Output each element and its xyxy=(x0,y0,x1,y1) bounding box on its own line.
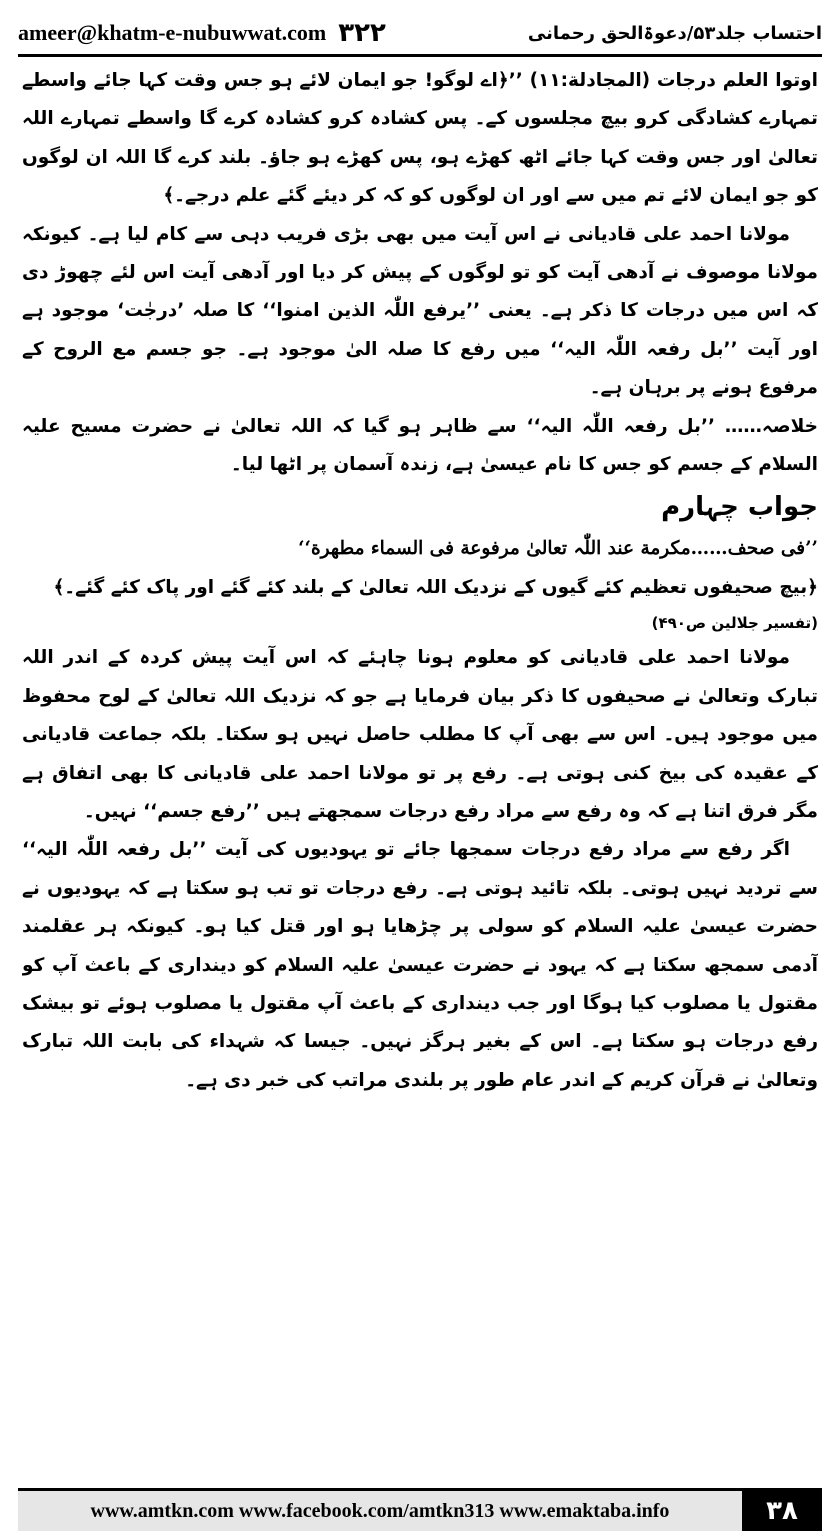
footer-links[interactable]: www.amtkn.com www.facebook.com/amtkn313 www.emaktaba.info xyxy=(18,1491,742,1531)
paragraph-1: اوتوا العلم درجات (المجادلة:۱۱) ’’﴿اے لوگو! جو ایمان لائے ہو جس وقت کہا جائے واسطے تمہارے کشادگی کرو بیچ مجلسوں کے۔ پس کشادہ کرو کشادہ کرے گا واسطے تمہارے اللہ تعالیٰ اور جس وقت کہا جائے اٹھ کھڑے ہو، پس کھڑے ہو جاؤ۔ بلند کرے گا اللہ ان لوگوں کو جو ایمان لائے تم میں سے اور ان لوگوں کو کہ کر دیئے گئے علم درجے۔﴾ xyxy=(22,70,818,207)
header-book-title: احتساب جلد۵۳/دعوۃالحق رحمانی xyxy=(527,22,822,44)
quote-urdu: ﴿بیچ صحیفوں تعظیم کئے گیوں کے نزدیک اللہ تعالیٰ کے بلند کئے گئے اور پاک کئے گئے۔﴾ xyxy=(53,576,818,598)
page-header xyxy=(18,16,822,57)
page-footer xyxy=(18,1488,822,1531)
footer-page-number: ۳۸ xyxy=(742,1491,822,1531)
paragraph-3: خلاصہ…… ’’بل رفعہ اللّٰہ الیہ‘‘ سے ظاہر ہو گیا کہ اللہ تعالیٰ نے حضرت مسیح علیہ السلام کے جسم کو جس کا نام عیسیٰ ہے، زندہ آسمان پر اٹھا لیا۔ xyxy=(22,415,818,476)
paragraph-5: اگر رفع سے مراد رفع درجات سمجھا جائے تو یہودیوں کی آیت ’’بل رفعہ اللّٰہ الیہ‘‘ سے تردید نہیں ہوتی۔ بلکہ تائید ہوتی ہے۔ رفع درجات تو تب ہو سکتا ہے کہ یہودیوں نے حضرت عیسیٰ علیہ السلام کو سولی پر چڑھایا ہو اور قتل کیا ہو۔ کیونکہ ہر عقلمند آدمی سمجھ سکتا ہے کہ یہود نے حضرت عیسیٰ علیہ السلام کو دینداری کے باعث آپ کو مقتول یا مصلوب کیا ہوگا اور جب دینداری کے باعث آپ مقتول یا مصلوب ہوئے تو بیشک رفع درجات ہو سکتا ہے۔ اس کے بغیر ہرگز نہیں۔ جیسا کہ شہداء کی بابت اللہ تبارک وتعالیٰ نے قرآن کریم کے اندر عام طور پر بلندی مراتب کی خبر دی ہے۔ xyxy=(22,839,818,1091)
section-title: جواب چہارم xyxy=(661,492,818,523)
header-page-number: ۳۲۲ xyxy=(338,18,386,48)
reference: (تفسیر جلالین ص۴۹۰) xyxy=(651,614,818,633)
header-email[interactable]: ameer@khatm-e-nubuwwat.com xyxy=(18,20,327,45)
header-left xyxy=(18,18,386,48)
quote-arabic: ’’فی صحف……مکرمة عند اللّٰہ تعالیٰ مرفوعة فی السماء مطھرة‘‘ xyxy=(298,538,818,560)
paragraph-4: مولانا احمد علی قادیانی کو معلوم ہونا چاہئے کہ اس آیت پیش کردہ کے اندر اللہ تبارک وتعالیٰ نے صحیفوں کا ذکر بیان فرمایا ہے جو کہ نزدیک اللہ تعالیٰ کے لوح محفوظ میں موجود ہیں۔ اس سے بھی آپ کا مطلب حاصل نہیں ہو سکتا۔ بلکہ جماعت قادیانی کے عقیدہ کی بیخ کنی ہوتی ہے۔ رفع پر تو مولانا احمد علی قادیانی کا بھی اتفاق ہے مگر فرق اتنا ہے کہ وہ رفع سے مراد رفع درجات سمجھتے ہیں ’’رفع جسم‘‘ نہیں۔ xyxy=(22,647,818,822)
paragraph-2: مولانا احمد علی قادیانی نے اس آیت میں بھی بڑی فریب دہی سے کام لیا ہے۔ کیونکہ مولانا موصوف نے آدھی آیت کو تو لوگوں کے پیش کر دیا اور آدھی آیت اس لئے چھوڑ دی کہ اس میں درجات کا ذکر ہے۔ یعنی ’’یرفع اللّٰہ الذین امنوا‘‘ کا صلہ ’درجٰت‘ موجود ہے اور آیت ’’بل رفعہ اللّٰہ الیہ‘‘ میں رفع کا صلہ الیٰ موجود ہے۔ جو جسم مع الروح کے مرفوع ہونے پر برہان ہے۔ xyxy=(22,223,818,399)
page-body xyxy=(22,62,818,1462)
